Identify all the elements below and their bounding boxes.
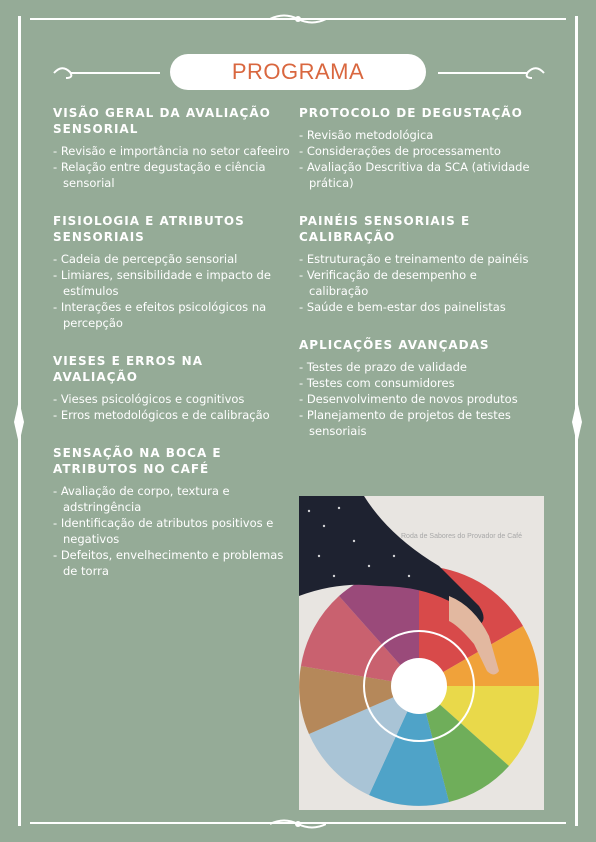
section-heading: APLICAÇÕES AVANÇADAS xyxy=(299,338,490,352)
title-flourish-right-icon xyxy=(436,62,546,84)
list-item: - Testes de prazo de validade xyxy=(299,359,539,375)
title-flourish-left-icon xyxy=(52,62,162,84)
flavor-wheel-photo xyxy=(299,496,544,810)
list-item: - Defeitos, envelhecimento e problemas de torra xyxy=(53,547,293,579)
list-item: - Avaliação Descritiva da SCA (atividade prática) xyxy=(299,159,539,191)
section-aplicacoes xyxy=(299,337,539,439)
list-item: - Verificação de desempenho e calibração xyxy=(299,267,539,299)
list-item: - Cadeia de percepção sensorial xyxy=(53,251,293,267)
list-item: - Planejamento de projetos de testes sensoriais xyxy=(299,407,539,439)
flavor-wheel-illustration xyxy=(299,496,544,810)
list-item: - Considerações de processamento xyxy=(299,143,539,159)
wheel-caption: Roda de Sabores do Provador de Café xyxy=(401,533,523,540)
list-item: - Erros metodológicos e de calibração xyxy=(53,407,293,423)
section-paineis xyxy=(299,213,539,315)
right-column xyxy=(299,105,539,455)
section-sensacao xyxy=(53,445,293,579)
section-fisiologia xyxy=(53,213,293,331)
left-column xyxy=(53,105,293,595)
list-item: - Revisão e importância no setor cafeeiro xyxy=(53,143,293,159)
section-vieses xyxy=(53,353,293,423)
section-heading: PROTOCOLO DE DEGUSTAÇÃO xyxy=(299,106,523,120)
bottom-ornament-icon xyxy=(270,815,326,833)
section-visao-geral xyxy=(53,105,293,191)
list-item: - Desenvolvimento de novos produtos xyxy=(299,391,539,407)
page-title: PROGRAMA xyxy=(231,59,365,84)
list-item: - Saúde e bem-estar dos painelistas xyxy=(299,299,539,315)
section-heading: SENSAÇÃO NA BOCA E ATRIBUTOS NO CAFÉ xyxy=(53,446,222,476)
list-item: - Avaliação de corpo, textura e adstringência xyxy=(53,483,293,515)
title-pill xyxy=(170,54,426,90)
top-ornament-icon xyxy=(270,10,326,28)
right-ornament-icon xyxy=(570,400,584,444)
list-item: - Identificação de atributos positivos e negativos xyxy=(53,515,293,547)
section-heading: VIESES E ERROS NA AVALIAÇÃO xyxy=(53,354,204,384)
list-item: - Relação entre degustação e ciência sensorial xyxy=(53,159,293,191)
section-heading: VISÃO GERAL DA AVALIAÇÃO SENSORIAL xyxy=(53,106,271,136)
left-ornament-icon xyxy=(12,400,26,444)
list-item: - Estruturação e treinamento de painéis xyxy=(299,251,539,267)
list-item: - Vieses psicológicos e cognitivos xyxy=(53,391,293,407)
list-item: - Revisão metodológica xyxy=(299,127,539,143)
section-heading: PAINÉIS SENSORIAIS E CALIBRAÇÃO xyxy=(299,214,471,244)
list-item: - Interações e efeitos psicológicos na percepção xyxy=(53,299,293,331)
list-item: - Testes com consumidores xyxy=(299,375,539,391)
section-heading: FISIOLOGIA E ATRIBUTOS SENSORIAIS xyxy=(53,214,245,244)
list-item: - Limiares, sensibilidade e impacto de estímulos xyxy=(53,267,293,299)
section-protocolo xyxy=(299,105,539,191)
